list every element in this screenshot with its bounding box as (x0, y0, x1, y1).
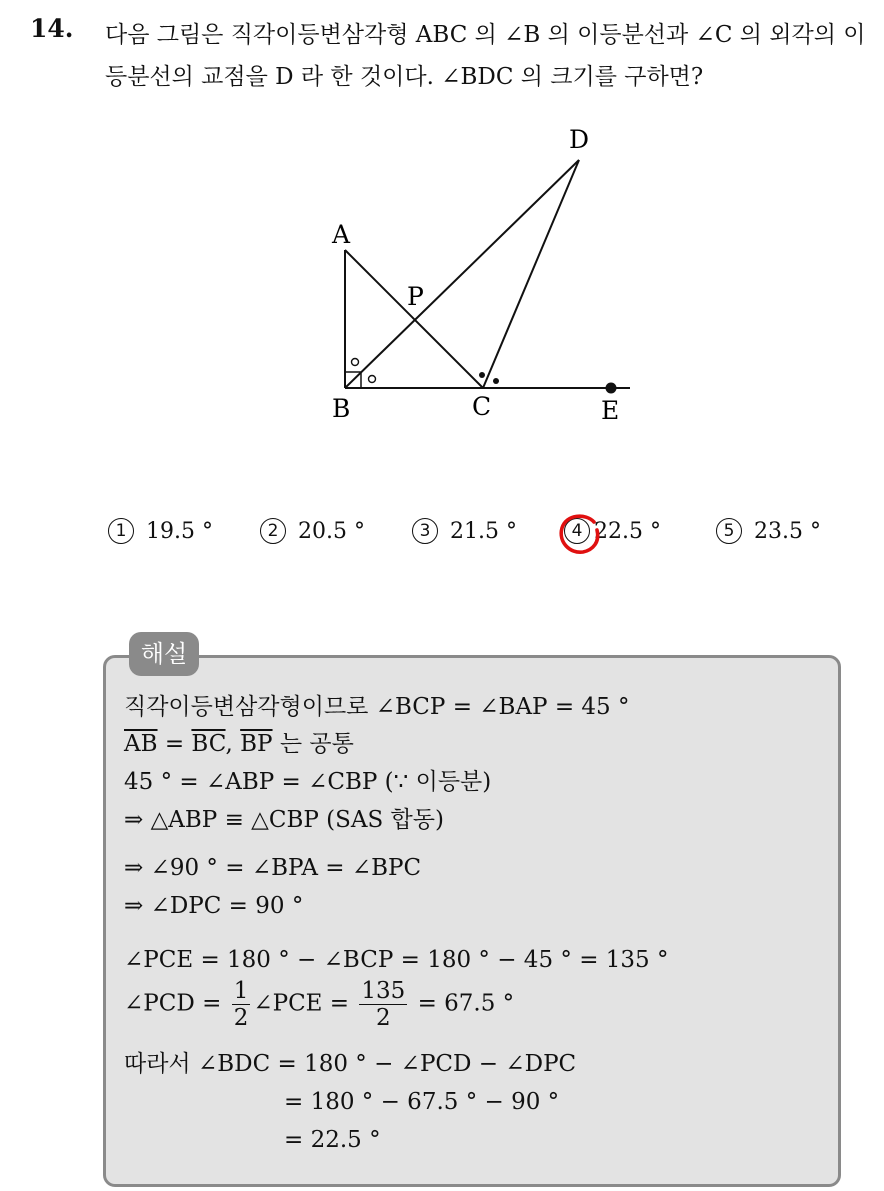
solution-line-1: 직각이등변삼각형이므로 ∠BCP = ∠BAP = 45 ° (124, 694, 630, 720)
comma-text: , (225, 731, 241, 757)
choice-value: 22.5 ° (594, 519, 661, 544)
choice-number: 3 (412, 518, 438, 544)
label-p: P (407, 282, 424, 311)
choice-number: 4 (564, 518, 590, 544)
answer-choices (108, 518, 848, 558)
solution-line-4: ⇒ △ABP ≡ △CBP (SAS 합동) (124, 807, 444, 833)
pcd-rhs: = 67.5 ° (410, 990, 515, 1017)
label-a: A (332, 220, 351, 249)
choice-number: 2 (260, 518, 286, 544)
choice-2[interactable] (260, 518, 365, 544)
solution-line-5: ⇒ ∠90 ° = ∠BPA = ∠BPC (124, 855, 422, 881)
pcd-mid: ∠PCE = (253, 990, 357, 1017)
fraction-135-over-2 (359, 978, 407, 1031)
fraction-denominator: 2 (233, 1005, 249, 1031)
pcd-lhs: ∠PCD = (124, 990, 229, 1017)
solution-line-2 (124, 729, 354, 759)
segment-bp-overline: $\overline{BP}$ (240, 731, 273, 757)
choice-3[interactable] (412, 518, 517, 544)
segment-bc-overline: $\overline{BC}$ (191, 731, 226, 757)
angle-mark-c-left (479, 372, 485, 378)
angle-mark-b-lower (369, 376, 376, 383)
figure-svg (290, 110, 650, 440)
choice-value: 23.5 ° (754, 519, 821, 544)
fraction-numerator: 1 (233, 978, 249, 1004)
solution-line-3: 45 ° = ∠ABP = ∠CBP (∵ 이등분) (124, 769, 492, 795)
solution-line-7: ∠PCE = 180 ° − ∠BCP = 180 ° − 45 ° = 135 ° (124, 947, 669, 973)
solution-line-8 (124, 978, 514, 1031)
solution-tag: 해설 (129, 632, 199, 676)
label-d: D (569, 125, 590, 154)
fraction-one-half (232, 978, 251, 1031)
label-b: B (332, 394, 351, 423)
problem-number: 14. (30, 14, 74, 43)
choice-4[interactable] (564, 518, 661, 544)
fraction-numerator: 135 (361, 978, 406, 1004)
point-e-dot (606, 383, 617, 394)
solution-line-6: ⇒ ∠DPC = 90 ° (124, 893, 304, 919)
problem-text: 다음 그림은 직각이등변삼각형 ABC 의 ∠B 의 이등분선과 ∠C 의 외각의 이등분선의 교점을 D 라 한 것이다. ∠BDC 의 크기를 구하면? (105, 22, 866, 90)
solution-line-10: = 180 ° − 67.5 ° − 90 ° (284, 1089, 560, 1115)
choice-5[interactable] (716, 518, 821, 544)
label-c: C (472, 392, 492, 421)
label-e: E (601, 396, 620, 425)
common-text: 는 공통 (272, 731, 354, 757)
geometry-figure (290, 110, 650, 444)
angle-mark-b-upper (352, 359, 359, 366)
fraction-denominator: 2 (375, 1005, 391, 1031)
choice-number: 1 (108, 518, 134, 544)
segment-cd (483, 160, 579, 388)
solution-line-9: 따라서 ∠BDC = 180 ° − ∠PCD − ∠DPC (124, 1051, 577, 1077)
segment-bd (345, 160, 579, 388)
choice-number: 5 (716, 518, 742, 544)
segment-ab-overline: $\overline{AB}$ (124, 731, 158, 757)
angle-mark-c-right (493, 378, 499, 384)
solution-line-11: = 22.5 ° (284, 1127, 381, 1153)
choice-value: 20.5 ° (298, 519, 365, 544)
choice-value: 19.5 ° (146, 519, 213, 544)
choice-1[interactable] (108, 518, 213, 544)
choice-value: 21.5 ° (450, 519, 517, 544)
equals-text: = (157, 731, 192, 757)
